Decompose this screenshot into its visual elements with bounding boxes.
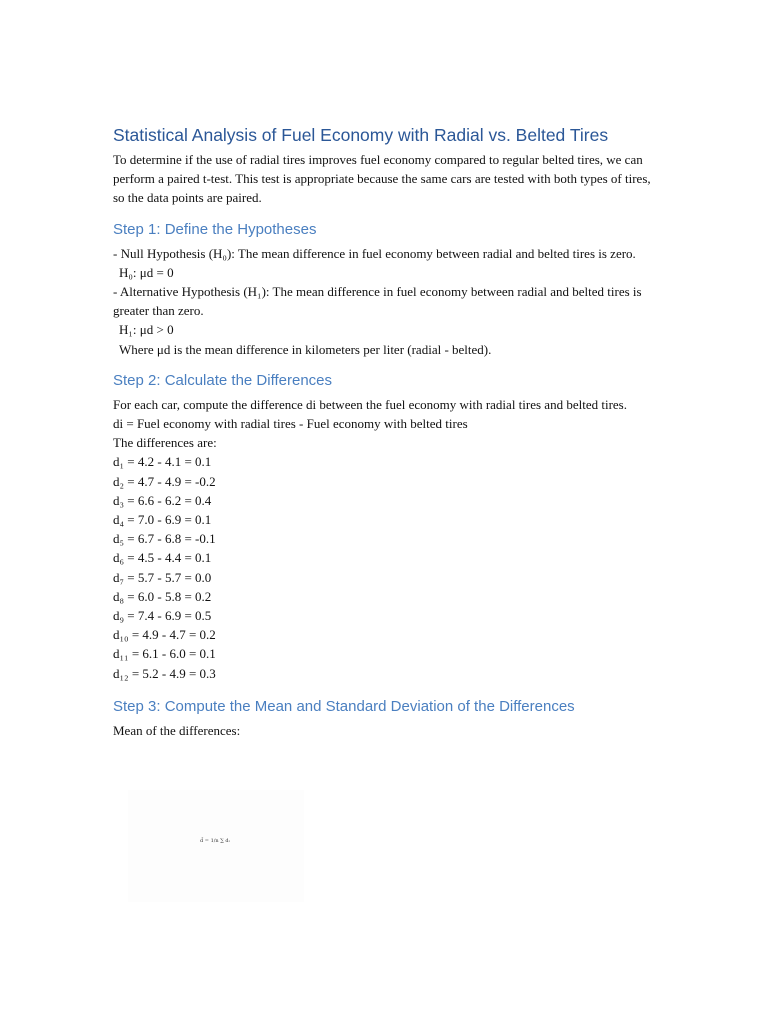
difference-item: d₃ = 6.6 - 6.2 = 0.4: [113, 492, 212, 508]
step1-heading: Step 1: Define the Hypotheses: [113, 220, 317, 238]
difference-formula: di = Fuel economy with radial tires - Fuel economy with belted tires: [113, 416, 468, 432]
difference-item: d₂ = 4.7 - 4.9 = -0.2: [113, 473, 216, 489]
document-content: [113, 122, 653, 740]
difference-item: d₁₁ = 6.1 - 6.0 = 0.1: [113, 646, 216, 662]
difference-item: d₅ = 6.7 - 6.8 = -0.1: [113, 531, 216, 547]
null-hypothesis-text: - Null Hypothesis (H₀): The mean difference in fuel economy between radial and belted tires is zero.: [113, 245, 636, 261]
difference-item: d₈ = 6.0 - 5.8 = 0.2: [113, 588, 212, 604]
mean-formula-image: [128, 790, 304, 902]
where-note: Where μd is the mean difference in kilometers per liter (radial - belted).: [119, 341, 492, 357]
null-hypothesis-equation: H₀: μd = 0: [119, 264, 174, 280]
alt-hypothesis-text: - Alternative Hypothesis (H₁): The mean difference in fuel economy between radial and belted tires is greater than zero.: [113, 284, 642, 319]
difference-item: d₁₀ = 4.9 - 4.7 = 0.2: [113, 627, 216, 643]
document-title: Statistical Analysis of Fuel Economy with Radial vs. Belted Tires: [113, 125, 609, 145]
step2-text: For each car, compute the difference di between the fuel economy with radial tires and belted tires.: [113, 396, 627, 412]
step3-heading: Step 3: Compute the Mean and Standard Deviation of the Differences: [113, 697, 575, 715]
difference-item: d₁₂ = 5.2 - 4.9 = 0.3: [113, 665, 216, 681]
step3-text: Mean of the differences:: [113, 722, 241, 738]
differences-intro: The differences are:: [113, 435, 217, 451]
alt-hypothesis-equation: H₁: μd > 0: [119, 322, 174, 338]
difference-item: d₄ = 7.0 - 6.9 = 0.1: [113, 512, 212, 528]
difference-item: d₆ = 4.5 - 4.4 = 0.1: [113, 550, 212, 566]
difference-item: d₁ = 4.2 - 4.1 = 0.1: [113, 454, 212, 470]
differences-list: [113, 452, 653, 682]
intro-paragraph: To determine if the use of radial tires improves fuel economy compared to regular belted tires, we can perform a paired t-test. This test is appropriate because the same cars are tested with both types of tires, so the data points are paired.: [113, 152, 651, 206]
mean-formula: d̄ = 1/n ∑ dᵢ: [200, 838, 230, 844]
step2-heading: Step 2: Calculate the Differences: [113, 371, 333, 389]
difference-item: d₉ = 7.4 - 6.9 = 0.5: [113, 608, 212, 624]
difference-item: d₇ = 5.7 - 5.7 = 0.0: [113, 569, 212, 585]
